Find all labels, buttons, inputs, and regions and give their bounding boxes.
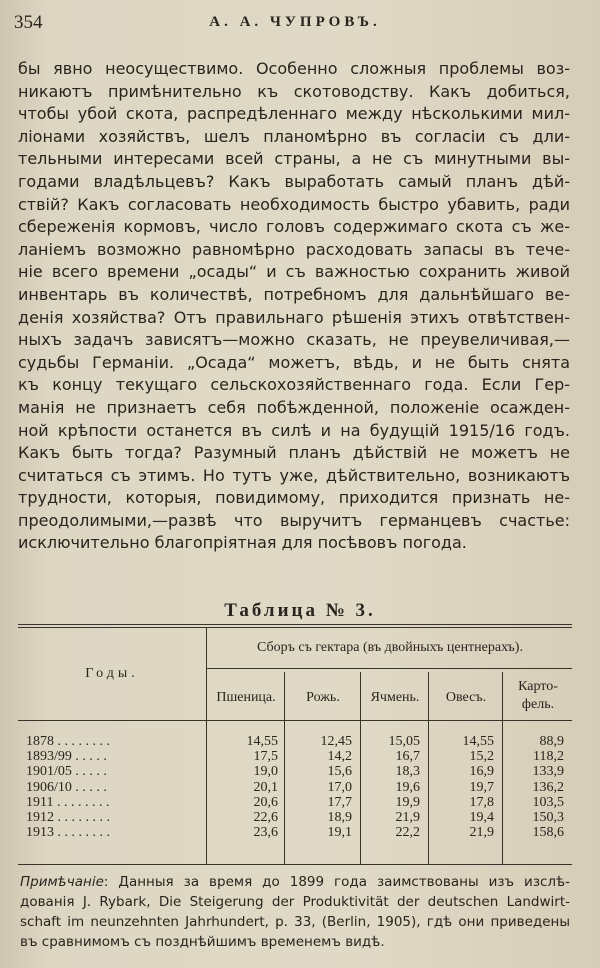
wheat-cell: 20,6 xyxy=(253,794,278,810)
year-cell: 1901/05 . . . . . xyxy=(26,764,107,780)
oats-cell: 17,8 xyxy=(469,794,494,810)
oats-cell: 19,4 xyxy=(469,810,494,826)
year-cell: 1912 . . . . . . . . xyxy=(26,810,110,826)
note-line1-text: : Данныя за время до 1899 года заимствованы изъ изслѣ- xyxy=(103,874,570,890)
year-cell: 1911 . . . . . . . . xyxy=(26,794,110,810)
wheat-cell: 22,6 xyxy=(253,810,278,826)
oats-cell: 15,2 xyxy=(469,749,494,765)
body-paragraph xyxy=(18,58,570,555)
note-line: schaft im neunzehnten Jahrhundert, p. 33, (Berlin, 1905), гдѣ они приведены xyxy=(20,914,570,930)
text-line: судьбы Германiи. „Осада“ можетъ, вѣдь, и не быть снята xyxy=(18,352,570,372)
table-top-rule xyxy=(18,624,572,625)
potato-cell: 118,2 xyxy=(533,749,564,765)
note-line: дованiя J. Rybark, Die Steigerung der Produktivität der deutschen Landwirt- xyxy=(20,894,570,910)
text-line: ной крѣпости останется въ силѣ и на будущiй 1915/16 годъ. xyxy=(18,420,570,440)
wheat-cell: 23,6 xyxy=(253,825,278,841)
rye-cell: 15,6 xyxy=(327,764,352,780)
text-line: манiя не признаетъ себя побѣжденной, положенiе осажден- xyxy=(18,397,570,417)
barley-cell: 19,9 xyxy=(395,794,420,810)
page-number: 354 xyxy=(14,12,43,33)
text-line: Какъ быть тогда? Разумный планъ дѣйствiй не можетъ не xyxy=(18,443,570,463)
barley-cell: 15,05 xyxy=(388,734,420,749)
year-cell: 1878 . . . . . . . . xyxy=(26,734,110,749)
text-line: денiя хозяйства? Отъ правильнаго рѣшенiя этихъ отвѣтствен- xyxy=(18,307,570,327)
oats-column xyxy=(428,734,494,840)
rye-cell: 12,45 xyxy=(320,734,352,749)
rye-column xyxy=(284,734,352,840)
text-line: преодолимыми,—развѣ что выручитъ германцевъ счастье: xyxy=(18,510,570,530)
barley-cell: 22,2 xyxy=(395,825,420,841)
text-line: лiонами хозяйствъ, шелъ планомѣрно въ согласiи съ дли- xyxy=(18,126,570,146)
barley-cell: 16,7 xyxy=(395,749,420,765)
potato-cell: 136,2 xyxy=(532,779,564,795)
barley-cell: 19,6 xyxy=(395,779,420,795)
yield-table xyxy=(18,624,572,870)
rye-cell: 14,2 xyxy=(327,749,352,765)
text-line: къ концу текущаго сельскохозяйственнаго года. Если Гер- xyxy=(18,375,570,395)
year-cell: 1913 . . . . . . . . xyxy=(26,825,110,841)
potato-cell: 150,3 xyxy=(532,810,564,826)
oats-cell: 16,9 xyxy=(469,764,494,780)
note-label: Примѣчанiе xyxy=(20,874,104,890)
year-cell: 1906/10 . . . . . xyxy=(26,779,107,795)
wheat-column xyxy=(206,734,278,840)
table-top-rule-inner xyxy=(18,627,572,628)
barley-cell: 18,3 xyxy=(395,764,420,780)
text-line: ныхъ задачъ зависятъ—можно сказать, не преувеличивая,— xyxy=(18,330,570,350)
header-bottom-rule xyxy=(18,720,572,721)
barley-cell: 21,9 xyxy=(395,810,420,826)
text-line: ланiемъ возможно равномѣрно расходовать запасы въ тече- xyxy=(18,239,570,259)
text-line: никаютъ примѣнительно къ скотоводству. Какъ добиться, xyxy=(18,81,570,101)
text-line: инвентарь въ количествѣ, потребномъ для дальнѣйшаго ве- xyxy=(18,284,570,304)
oats-cell: 14,55 xyxy=(462,734,494,749)
rye-cell: 17,0 xyxy=(327,779,352,795)
text-line: нiе всего времени „осады“ и съ важностью сохранить живой xyxy=(18,262,570,282)
text-line: считаться съ этимъ. Но тутъ уже, дѣйствительно, возникаютъ xyxy=(18,465,570,485)
header-wheat: Пшеница. xyxy=(216,690,276,705)
header-rye: Рожь. xyxy=(306,690,340,705)
potato-column xyxy=(502,734,564,840)
header-potato xyxy=(504,678,572,714)
rye-cell: 18,9 xyxy=(327,810,352,826)
potato-cell: 133,9 xyxy=(532,764,564,780)
text-line: трудности, которыя, повидимому, приходится признать не- xyxy=(18,488,570,508)
text-line: годами владѣльцевъ? Какъ выработать самый планъ дѣй- xyxy=(18,171,570,191)
potato-cell: 103,5 xyxy=(532,794,564,810)
header-barley: Ячмень. xyxy=(370,690,420,705)
header-potato-line2: фель. xyxy=(521,697,555,712)
header-oats: Овесъ. xyxy=(445,690,487,705)
rye-cell: 17,7 xyxy=(327,794,352,810)
text-line: тельными интересами всей страны, а не съ минутными вы- xyxy=(18,149,570,169)
note-line: въ сравнимомъ съ позднѣйшимъ временемъ видѣ. xyxy=(20,934,385,950)
wheat-cell: 14,55 xyxy=(246,734,278,749)
wheat-cell: 19,0 xyxy=(253,764,278,780)
note-line xyxy=(20,872,570,892)
wheat-cell: 17,5 xyxy=(253,749,278,765)
running-title: А. А. ЧУПРОВЪ. xyxy=(209,14,381,30)
years-header: Годы. xyxy=(85,666,139,681)
text-line: сбереженiя кормовъ, число головъ содержимаго скота съ же- xyxy=(18,217,570,237)
potato-cell: 88,9 xyxy=(539,734,564,749)
year-cell: 1893/99 . . . . . xyxy=(26,749,107,765)
group-header-rule xyxy=(206,668,572,669)
header-potato-line1: Карто- xyxy=(518,679,558,694)
page-header xyxy=(14,8,576,38)
rye-cell: 19,1 xyxy=(327,825,352,841)
oats-cell: 21,9 xyxy=(469,825,494,841)
oats-cell: 19,7 xyxy=(469,779,494,795)
table-title: Таблица № 3. xyxy=(224,600,376,621)
group-header: Сборъ съ гектара (въ двойныхъ центнерахъ). xyxy=(257,640,523,655)
text-line: ствiй? Какъ согласовать необходимость быстро убавить, ради xyxy=(18,194,570,214)
footnote xyxy=(20,872,570,952)
barley-column xyxy=(360,734,420,840)
wheat-cell: 20,1 xyxy=(253,779,278,795)
text-line: чтобы убой скота, распредѣленнаго между нѣсколькими мил- xyxy=(18,104,570,124)
years-column xyxy=(26,734,202,840)
text-line: бы явно неосуществимо. Особенно сложныя проблемы воз- xyxy=(18,59,570,78)
potato-cell: 158,6 xyxy=(532,825,564,841)
table-bottom-rule xyxy=(18,864,572,865)
text-line: исключительно благопрiятная для посѣвовъ погода. xyxy=(18,533,467,553)
